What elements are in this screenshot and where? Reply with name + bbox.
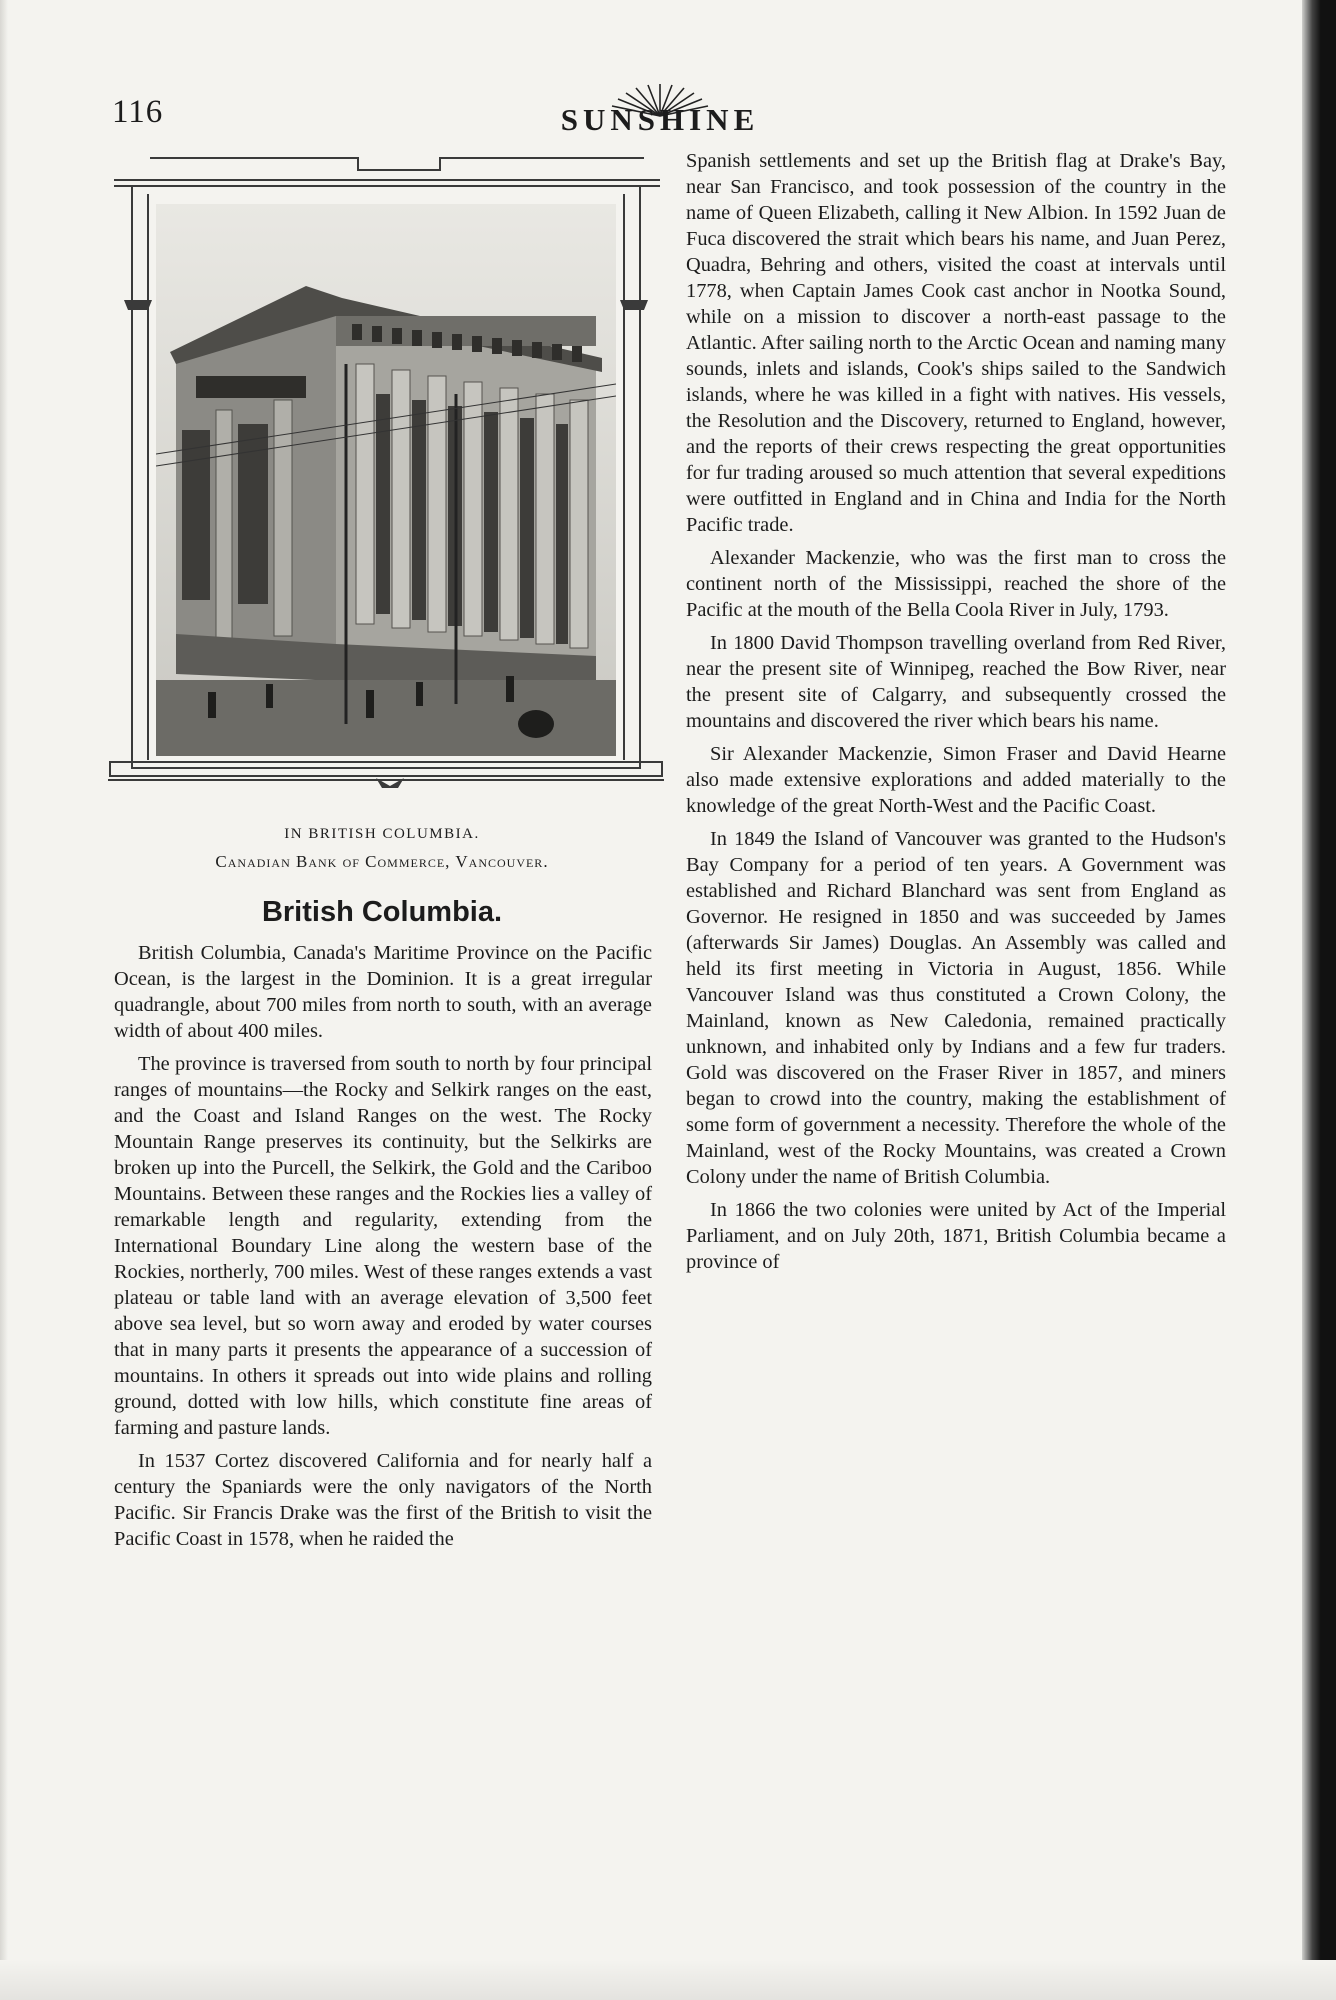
paragraph: In 1537 Cortez discovered California and for nearly half a century the Spaniards were the only navigators of the North Pacific. Sir Francis Drake was the first of the British to visit the Pacific Coast in 1578, when he raided the <box>114 1450 652 1550</box>
bank-building-photo <box>156 204 616 756</box>
paragraph: British Columbia, Canada's Maritime Province on the Pacific Ocean, is the largest in the Dominion. It is a great irregular quadrangle, about 700 miles from north to south, with an average width of about 400 miles. <box>114 942 652 1042</box>
scan-edge-left <box>0 0 8 2000</box>
paragraph: The province is traversed from south to north by four principal ranges of mountains—the Rocky and Selkirk ranges on the east, and the Coast and Island Ranges on the west. The Rocky Mountain Range preserves its continuity, but the Selkirks are broken up into the Purcell, the Selkirk, the Gold and the Cariboo Mountains. Between these ranges and the Rockies lies a valley of remarkable length and regularity, extending from the International Boundary Line along the western base of the Rockies, northerly, 700 miles. West of these ranges extends a vast plateau or table land with an average elevation of 3,500 feet above sea level, but so worn away and eroded by water courses that in many parts it presents the appearance of a succession of mountains. In others it spreads out into wide plains and rolling ground, dotted with low hills, which constitute fine areas of farming and pasture lands. <box>114 1053 652 1439</box>
paragraph: Sir Alexander Mackenzie, Simon Fraser and David Hearne also made extensive explorations and added materially to the knowledge of the great North-West and the Pacific Coast. <box>686 743 1226 817</box>
masthead <box>540 80 780 136</box>
figure-caption-line-1: IN BRITISH COLUMBIA. <box>284 826 480 842</box>
paragraph-continued: Spanish settlements and set up the British flag at Drake's Bay, near San Francisco, and took possession of the country in the name of Queen Elizabeth, calling it New Albion. In 1592 Juan de Fuca discovered the strait which bears his name, and Juan Perez, Quadra, Behring and others, visited the coast at intervals until 1778, when Captain James Cook cast anchor in Nootka Sound, while on a mission to discover a north-east passage to the Atlantic. After sailing north to the Arctic Ocean and naming many sounds, inlets and islands, Cook's ships sailed to the Sandwich islands, where he was killed in a fight with natives. His vessels, the Resolution and the Discovery, returned to England, however, and the reports of their crews respecting the great opportunities for fur trading aroused so much attention that several expeditions were outfitted in England and in China and India for the North Pacific trade. <box>686 150 1226 536</box>
right-column <box>686 148 1226 1282</box>
paragraph: In 1800 David Thompson travelling overland from Red River, near the present site of Winnipeg, reached the Bow River, near the present site of Calgarry, and subsequently crossed the mountains and discovered the river which bears his name. <box>686 632 1226 732</box>
paragraph: Alexander Mackenzie, who was the first man to cross the continent north of the Mississippi, reached the shore of the Pacific at the mouth of the Bella Coola River in July, 1793. <box>686 547 1226 621</box>
scan-edge-bottom <box>0 1960 1336 2000</box>
figure-caption-line-2: Canadian Bank of Commerce, Vancouver. <box>215 852 549 871</box>
paragraph: In 1849 the Island of Vancouver was granted to the Hudson's Bay Company for a period of ten years. A Government was established and Richard Blanchard was sent from England as Governor. He resigned in 1850 and was succeeded by James (afterwards Sir James) Douglas. An Assembly was called and held its first meeting in Victoria in August, 1856. While Vancouver Island was thus constituted a Crown Colony, the Mainland, known as New Caledonia, remained practically unknown, and inhabited only by Indians and a few fur traders. Gold was discovered on the Fraser River in 1857, and miners began to crowd into the country, making the establishment of some form of government a necessity. Therefore the whole of the Mainland, west of the Rocky Mountains, was created a Crown Colony under the name of British Columbia. <box>686 828 1226 1188</box>
paragraph: In 1866 the two colonies were united by Act of the Imperial Parliament, and on July 20th, 1871, British Columbia became a province of <box>686 1199 1226 1273</box>
scan-edge-right <box>1302 0 1336 2000</box>
masthead-title: SUNSHINE <box>560 102 760 137</box>
article-title: British Columbia. <box>261 896 503 928</box>
page-number: 116 <box>112 94 164 130</box>
left-column <box>114 940 652 1559</box>
